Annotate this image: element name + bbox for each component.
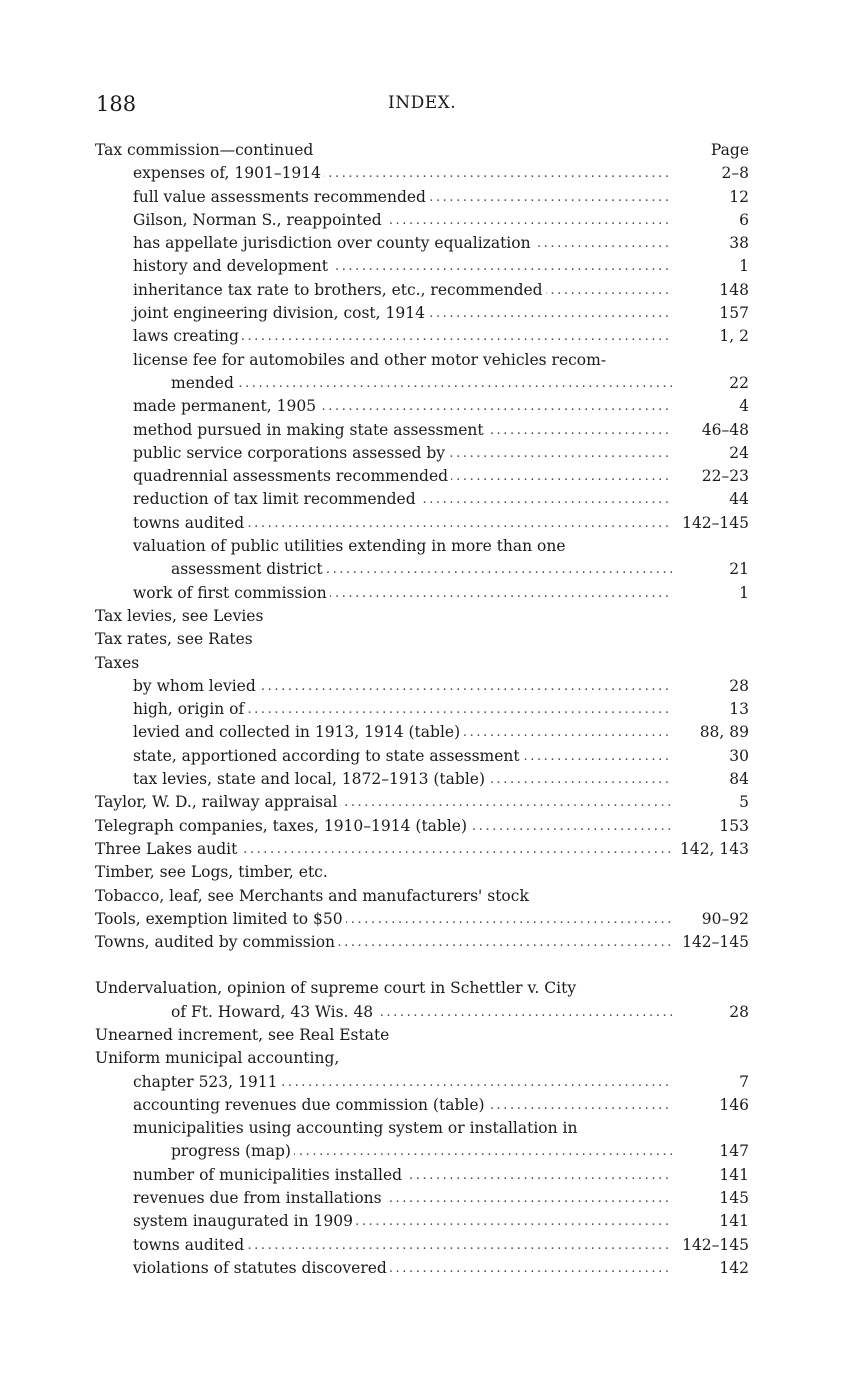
entry-text: method pursued in making state assessment xyxy=(133,419,487,442)
page-reference: 142 xyxy=(719,1258,749,1277)
page-reference: 2–8 xyxy=(721,164,749,183)
entry-text: Unearned increment, see Real Estate xyxy=(95,1024,392,1047)
entry-text: tax levies, state and local, 1872–1913 (table) xyxy=(133,768,488,791)
index-entry xyxy=(0,815,867,838)
entry-text: towns audited xyxy=(133,512,247,535)
page-reference: 13 xyxy=(729,700,749,719)
index-entry xyxy=(0,1117,867,1140)
index-entry xyxy=(0,1140,867,1163)
entry-text: Three Lakes audit xyxy=(95,838,240,861)
index-entry xyxy=(0,768,867,791)
entry-text: high, origin of xyxy=(133,698,247,721)
index-entry xyxy=(0,1001,867,1024)
entry-text: license fee for automobiles and other motor vehicles recom- xyxy=(133,349,609,372)
page-reference: 5 xyxy=(739,793,749,812)
index-entry xyxy=(0,349,867,372)
section-gap xyxy=(0,954,867,977)
page-reference: 22–23 xyxy=(701,467,749,486)
index-entry xyxy=(0,582,867,605)
entry-text: revenues due from installations xyxy=(133,1187,385,1210)
page-reference: 1 xyxy=(739,583,749,602)
index-entry xyxy=(0,885,867,908)
page-reference: 145 xyxy=(719,1189,749,1208)
index-entry xyxy=(0,372,867,395)
entry-text: violations of statutes discovered xyxy=(133,1257,390,1280)
entry-text: Tax commission—continued xyxy=(95,139,316,162)
entry-text: Tax rates, see Rates xyxy=(95,628,256,651)
page-reference: 146 xyxy=(719,1095,749,1114)
index-entry xyxy=(0,1094,867,1117)
index-entry xyxy=(0,512,867,535)
index-entry xyxy=(0,1164,867,1187)
entry-text: progress (map) xyxy=(171,1140,294,1163)
leader-dots xyxy=(171,372,672,395)
index-entry xyxy=(0,1047,867,1070)
index-entry xyxy=(0,652,867,675)
entry-text: public service corporations assessed by xyxy=(133,442,448,465)
index-entries xyxy=(0,139,867,1280)
entry-text: history and development xyxy=(133,255,331,278)
index-entry xyxy=(0,698,867,721)
index-entry xyxy=(0,232,867,255)
entry-text: system inaugurated in 1909 xyxy=(133,1210,356,1233)
index-entry xyxy=(0,1210,867,1233)
index-entry xyxy=(0,302,867,325)
entry-text: by whom levied xyxy=(133,675,259,698)
page-reference: 28 xyxy=(729,1002,749,1021)
page-reference: 142–145 xyxy=(682,513,749,532)
entry-text: reduction of tax limit recommended xyxy=(133,488,419,511)
index-entry xyxy=(0,488,867,511)
page-reference: 148 xyxy=(719,280,749,299)
entry-text: work of first commission xyxy=(133,582,330,605)
index-entry xyxy=(0,861,867,884)
page-reference: 147 xyxy=(719,1142,749,1161)
page-reference: 141 xyxy=(719,1212,749,1231)
entry-text: Taylor, W. D., railway appraisal xyxy=(95,791,340,814)
entry-text: mended xyxy=(171,372,237,395)
entry-text: Undervaluation, opinion of supreme court in Schettler v. City xyxy=(95,977,579,1000)
index-entry xyxy=(0,395,867,418)
page-reference: 12 xyxy=(729,187,749,206)
page-reference: 142, 143 xyxy=(679,839,749,858)
entry-text: valuation of public utilities extending in more than one xyxy=(133,535,569,558)
index-entry xyxy=(0,442,867,465)
index-entry xyxy=(0,1071,867,1094)
index-entry xyxy=(0,419,867,442)
page-reference: 1 xyxy=(739,257,749,276)
page-reference: 22 xyxy=(729,373,749,392)
entry-text: levied and collected in 1913, 1914 (table) xyxy=(133,721,463,744)
entry-text: Telegraph companies, taxes, 1910–1914 (table) xyxy=(95,815,470,838)
index-entry xyxy=(0,139,867,162)
index-entry xyxy=(0,628,867,651)
page-reference: 38 xyxy=(729,234,749,253)
page-reference: 6 xyxy=(739,210,749,229)
entry-text: full value assessments recommended xyxy=(133,186,429,209)
page-reference: 90–92 xyxy=(701,909,749,928)
page-reference: 21 xyxy=(729,560,749,579)
entry-text: joint engineering division, cost, 1914 xyxy=(133,302,428,325)
entry-text: Towns, audited by commission xyxy=(95,931,338,954)
index-entry xyxy=(0,791,867,814)
index-entry xyxy=(0,1024,867,1047)
page-reference: 1, 2 xyxy=(719,327,749,346)
page-reference: 24 xyxy=(729,443,749,462)
page-reference: 4 xyxy=(739,397,749,416)
entry-text: of Ft. Howard, 43 Wis. 48 xyxy=(171,1001,376,1024)
page-reference: 153 xyxy=(719,816,749,835)
index-entry xyxy=(0,838,867,861)
index-entry xyxy=(0,1234,867,1257)
index-entry xyxy=(0,908,867,931)
index-entry xyxy=(0,279,867,302)
entry-text: Timber, see Logs, timber, etc. xyxy=(95,861,331,884)
entry-text: expenses of, 1901–1914 xyxy=(133,162,324,185)
entry-text: Tools, exemption limited to $50 xyxy=(95,908,346,931)
index-entry xyxy=(0,721,867,744)
index-entry xyxy=(0,325,867,348)
entry-text: inheritance tax rate to brothers, etc., recommended xyxy=(133,279,546,302)
page-reference: 44 xyxy=(729,490,749,509)
entry-text: number of municipalities installed xyxy=(133,1164,405,1187)
entry-text: chapter 523, 1911 xyxy=(133,1071,280,1094)
page-number: 188 xyxy=(96,92,137,116)
index-entry xyxy=(0,255,867,278)
entry-text: has appellate jurisdiction over county equalization xyxy=(133,232,534,255)
index-entry xyxy=(0,931,867,954)
index-entry xyxy=(0,186,867,209)
index-entry xyxy=(0,605,867,628)
entry-text: laws creating xyxy=(133,325,242,348)
entry-text: state, apportioned according to state assessment xyxy=(133,745,523,768)
page-reference: 7 xyxy=(739,1072,749,1091)
page-reference: Page xyxy=(710,141,749,159)
index-entry xyxy=(0,558,867,581)
index-entry xyxy=(0,535,867,558)
page-reference: 142–145 xyxy=(682,933,749,952)
entry-text: quadrennial assessments recommended xyxy=(133,465,451,488)
page-title: INDEX. xyxy=(388,93,457,113)
entry-text: made permanent, 1905 xyxy=(133,395,319,418)
entry-text: Tobacco, leaf, see Merchants and manufacturers' stock xyxy=(95,885,532,908)
entry-text: Gilson, Norman S., reappointed xyxy=(133,209,385,232)
index-entry xyxy=(0,465,867,488)
index-entry xyxy=(0,745,867,768)
index-entry xyxy=(0,162,867,185)
entry-text: assessment district xyxy=(171,558,326,581)
page-reference: 88, 89 xyxy=(699,723,749,742)
entry-text: Taxes xyxy=(95,652,142,675)
index-entry xyxy=(0,977,867,1000)
entry-text: towns audited xyxy=(133,1234,247,1257)
entry-text: accounting revenues due commission (table) xyxy=(133,1094,488,1117)
entry-text: Uniform municipal accounting, xyxy=(95,1047,342,1070)
page-reference: 142–145 xyxy=(682,1235,749,1254)
index-entry xyxy=(0,1257,867,1280)
index-entry xyxy=(0,675,867,698)
page-reference: 46–48 xyxy=(701,420,749,439)
page-reference: 30 xyxy=(729,746,749,765)
index-entry xyxy=(0,209,867,232)
page-reference: 84 xyxy=(729,770,749,789)
entry-text: Tax levies, see Levies xyxy=(95,605,266,628)
entry-text: municipalities using accounting system or installation in xyxy=(133,1117,580,1140)
page-reference: 157 xyxy=(719,304,749,323)
page-reference: 28 xyxy=(729,676,749,695)
page-reference: 141 xyxy=(719,1165,749,1184)
index-entry xyxy=(0,1187,867,1210)
